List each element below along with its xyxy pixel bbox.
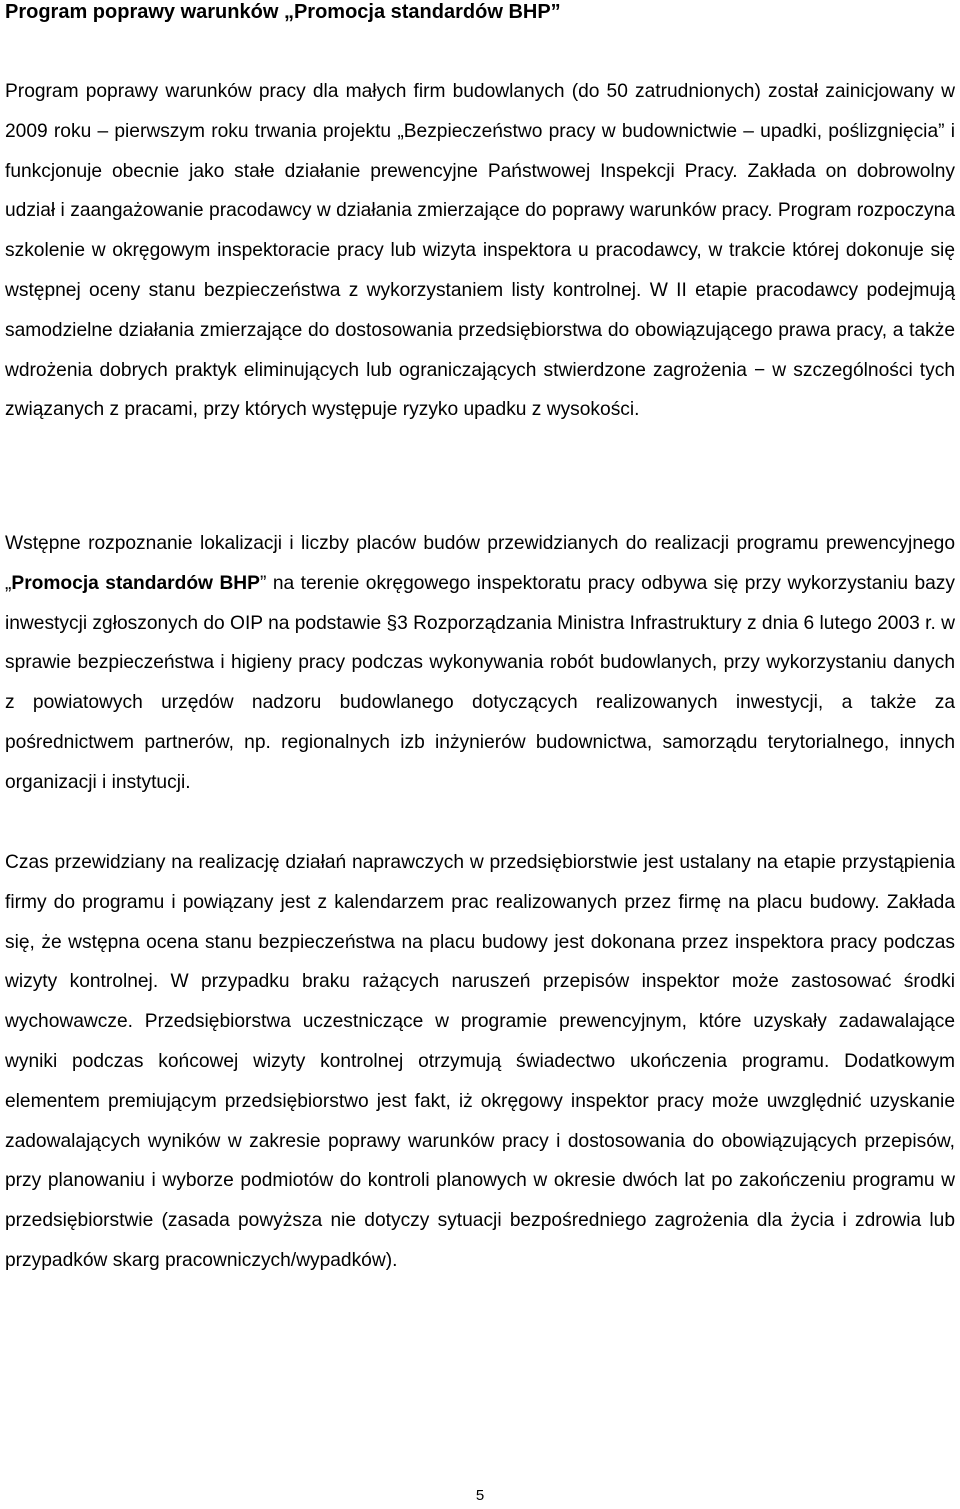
paragraph-site-identification (5, 524, 955, 803)
paragraph-program-intro: Program poprawy warunków pracy dla małych firm budowlanych (do 50 zatrudnionych) został zainicjowany w 2009 roku – pierwszym roku trwania projektu „Bezpieczeństwo pracy w budownictwie – upadki, poślizgnięcia” i funkcjonuje obecnie jako stałe działanie prewencyjne Państwowej Inspekcji Pracy. Zakłada on dobrowolny udział i zaangażowanie pracodawcy w działania zmierzające do poprawy warunków pracy. Program rozpoczyna szkolenie w okręgowym inspektoracie pracy lub wizyta inspektora u pracodawcy, w trakcie której dokonuje się wstępnej oceny stanu bezpieczeństwa z wykorzystaniem listy kontrolnej. W II etapie pracodawcy podejmują samodzielne działania zmierzające do dostosowania przedsiębiorstwa do obowiązującego prawa pracy, a także wdrożenia dobrych praktyk eliminujących lub ograniczających stwierdzone zagrożenia − w szczególności tych związanych z pracami, przy których występuje ryzyko upadku z wysokości. (5, 81, 955, 421)
paragraph-site-identification-text-before: Wstępne rozpoznanie lokalizacji i liczby placów budów przewidzianych do realizacji programu prewencyjnego (5, 533, 955, 554)
program-name-emphasis: Promocja standardów BHP (11, 572, 260, 594)
paragraph-site-identification-text-after: na terenie okręgowego inspektoratu pracy odbywa się przy wykorzystaniu bazy inwestycji zgłoszonych do OIP na podstawie §3 Rozporządzania Ministra Infrastruktury z dnia 6 lutego 2003 r. w sprawie bezpieczeństwa i higieny pracy podczas wykonywania robót budowlanych, przy wykorzystaniu danych z powiatowych urzędów nadzoru budowlanego dotyczących realizowanych inwestycji, a także za pośrednictwem partnerów, np. regionalnych izb inżynierów budownictwa, samorządu terytorialnego, innych organizacji i instytucji. (5, 572, 955, 793)
program-name-quote-close: ” (259, 572, 267, 594)
program-name-quote-open: „ (5, 572, 12, 594)
paragraph-corrective-actions: Czas przewidziany na realizację działań naprawczych w przedsiębiorstwie jest ustalany na etapie przystąpienia firmy do programu i powiązany jest z kalendarzem prac realizowanych przez firmę na placu budowy. Zakłada się, że wstępna ocena stanu bezpieczeństwa na placu budowy jest dokonana przez inspektora pracy podczas wizyty kontrolnej. W przypadku braku rażących naruszeń przepisów inspektor może zastosować środki wychowawcze. Przedsiębiorstwa uczestniczące w programie prewencyjnym, które uzyskały zadawalające wyniki podczas końcowej wizyty kontrolnej otrzymują świadectwo ukończenia programu. Dodatkowym elementem premiującym przedsiębiorstwo jest fakt, iż okręgowy inspektor pracy może uwzględnić uzyskanie zadowalających wyników w zakresie poprawy warunków pracy i dostosowania do obowiązujących przepisów, przy planowaniu i wyborze podmiotów do kontroli planowych w okresie dwóch lat po zakończeniu programu w przedsiębiorstwie (zasada powyższa nie dotyczy sytuacji bezpośredniego zagrożenia dla życia i zdrowia lub przypadków skarg pracowniczych/wypadków). (5, 852, 955, 1271)
page-title: Program poprawy warunków „Promocja standardów BHP” (5, 1, 561, 23)
page-number: 5 (475, 1487, 485, 1504)
